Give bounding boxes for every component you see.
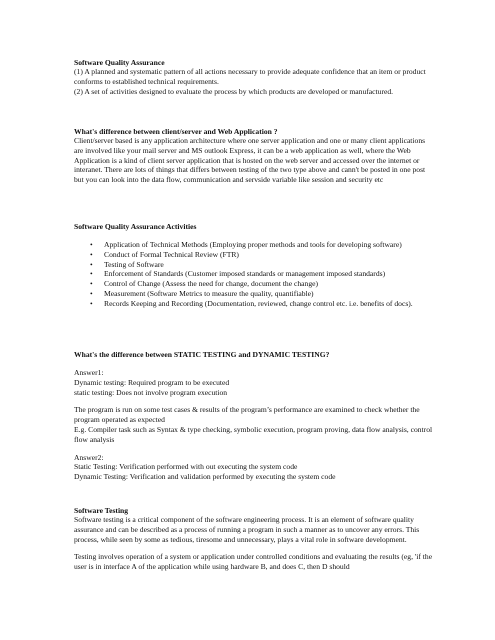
section-sqa-activities [74, 222, 434, 309]
bullet-icon: • [90, 259, 93, 269]
list-item: • Control of Change (Assess the need for change, document the change) [90, 279, 319, 289]
sqa-activities-heading: Software Quality Assurance Activities [74, 222, 197, 231]
list-item: • Records Keeping and Recording (Documentation, reviewed, change control etc. i.e. benefits of docs). [90, 298, 413, 308]
program-run-paragraph: The program is run on some test cases & results of the program’s performance are examined to check whether the program operated as expected [74, 405, 420, 425]
list-item: • Enforcement of Standards (Customer imposed standards or management imposed standards) [90, 269, 386, 279]
sqa-definition-1: (1) A planned and systematic pattern of all actions necessary to provide adequate confidence that an item or product conforms to established technical requirements. [74, 67, 426, 86]
section-static-dynamic [74, 350, 434, 482]
client-server-heading: What's difference between client/server and Web Application ? [74, 127, 278, 136]
bullet-icon: • [90, 288, 93, 298]
bullet-icon: • [90, 298, 93, 308]
sqa-definition-2: (2) A set of activities designed to evaluate the process by which products are developed or manufactured. [74, 86, 394, 96]
bullet-icon: • [90, 279, 93, 289]
software-testing-paragraph-2: Testing involves operation of a system or application under controlled conditions and evaluating the results (eg, 'if the user is in interface A of the application while using hardware B, and does C, then D should [74, 552, 433, 572]
answer1-static: static testing: Does not involve program execution [74, 387, 228, 397]
sqa-heading: Software Quality Assurance [74, 58, 165, 67]
answer2-dynamic: Dynamic Testing: Verification and validation performed by executing the system code [74, 472, 336, 482]
answer2-label: Answer2: [74, 452, 104, 462]
answer2-static: Static Testing: Verification performed with out executing the system code [74, 462, 298, 472]
static-dynamic-heading: What's the difference between STATIC TESTING and DYNAMIC TESTING? [74, 350, 330, 359]
answer1-dynamic: Dynamic testing: Required program to be executed [74, 377, 230, 387]
list-item: • Conduct of Formal Technical Review (FTR) [90, 249, 239, 259]
bullet-icon: • [90, 269, 93, 279]
sqa-activities-list [74, 240, 434, 309]
section-client-server [74, 127, 434, 185]
section-sqa [74, 58, 434, 96]
software-testing-paragraph-1: Software testing is a critical component of the software engineering process. It is an element of software quality assurance and can be described as a process of running a program in such a manner as to uncover any errors. This process, while seen by some as tedious, tiresome and unnecessary, plays a vital role in software development. [74, 515, 420, 544]
software-testing-heading: Software Testing [74, 506, 129, 515]
list-item: • Testing of Software [90, 259, 164, 269]
section-software-testing [74, 506, 434, 572]
answer1-label: Answer1: [74, 368, 104, 377]
compiler-example: E.g. Compiler task such as Syntax & type checking, symbolic execution, program proving, data flow analysis, control flow analysis [74, 424, 433, 444]
bullet-icon: • [90, 249, 93, 259]
list-item: • Measurement (Software Metrics to measure the quality, quantifiable) [90, 288, 314, 298]
list-item: • Application of Technical Methods (Employing proper methods and tools for developing software) [90, 240, 402, 249]
bullet-icon: • [90, 240, 93, 249]
client-server-body: Client/server based is any application architecture where one server application and one or many client applications are involved like your mail server and MS outlook Express, it can be a web application as well, where the Web Application is a kind of client server application that is hosted on the web server and accessed over the internet or interanet. There are lots of things that differs between testing of the two type above and cann't be posted in one post but you can look into the data flow, communication and servside variable like session and security etc [74, 136, 426, 185]
